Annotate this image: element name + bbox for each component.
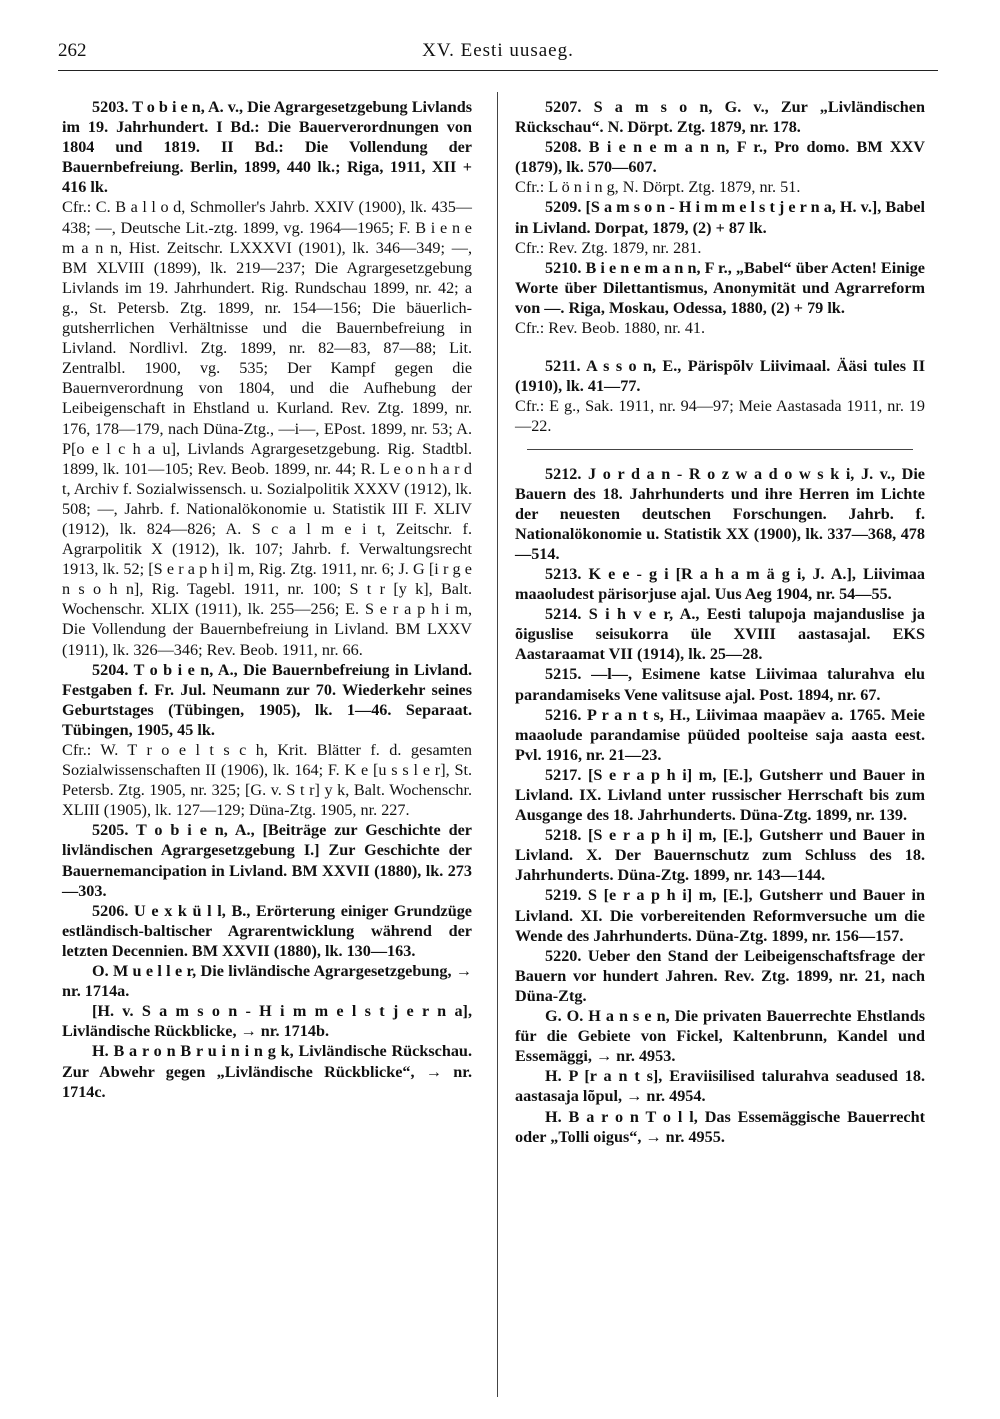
entry-main: 5207. S a m s o n, G. v., Zur „Livländischen Rückschau“. N. Dörpt. Ztg. 1879, nr. 178. (515, 98, 925, 137)
cross-reference-entry (62, 1041, 472, 1101)
entry-main: [H. v. S a m s o n - H i m m e l s t j e r n a], Livländische Rückblicke, → nr. 1714b. (62, 1002, 472, 1041)
bibliography-entry (515, 604, 925, 664)
bibliography-entry (515, 197, 925, 257)
cross-reference-entry (62, 961, 472, 1001)
entry-main: 5212. J o r d a n - R o z w a d o w s k i, J. v., Die Bauern des 18. Jahrhunderts und ihre Herren im Lichte der neuesten deutschen Forschungen. Jahrb. f. Nationalökonomie u. Statistik XX (1900), lk. 337—368, 478—514. (515, 464, 925, 563)
bibliography-entry (62, 901, 472, 961)
bibliography-entry (515, 765, 925, 825)
entry-main: 5214. S i h v e r, A., Eesti talupoja majanduslise ja õiguslise seisukorra üle XVIII aastasajal. EKS Aastaraamat VII (1914), lk. 25—28. (515, 605, 925, 664)
entry-main: 5208. B i e n e m a n n, F r., Pro domo. BM XXV (1879), lk. 570—607. (515, 138, 925, 177)
bibliography-entry (515, 464, 925, 564)
entry-main: 5218. [S e r a p h i] m, [E.], Gutsherr und Bauer in Livland. X. Der Bauernschutz zum Schluss des 18. Jahrhunderts. Düna-Ztg. 1899, nr. 143—144. (515, 826, 925, 885)
bibliography-entry (62, 660, 472, 821)
running-title: XV. Eesti uusaeg. (422, 40, 574, 61)
entry-main: 5217. [S e r a p h i] m, [E.], Gutsherr und Bauer in Livland. IX. Livland unter russischer Herrschaft bis zum Ausgange des 18. Jahrhunderts. Düna-Ztg. 1899, nr. 139. (515, 765, 925, 825)
entry-main: 5210. B i e n e m a n n, F r., „Babel“ über Acten! Einige Worte über Dilettantismus, Anonymität und Agrarreform von —. Riga, Moskau, Odessa, 1880, (2) + 79 lk. (515, 258, 925, 317)
right-column (515, 97, 925, 1147)
entry-reference: Cfr.: C. B a l l o d, Schmoller's Jahrb. XXIV (1900), lk. 435—438; —, Deutsche Lit.-ztg. 1899, vg. 1964—1965; F. B i e n e m a n n, Hist. Zeitschr. LXXXVI (1901), lk. 346—349; —, BM XLVIII (1899), lk. 219—237; Die Agrargesetzgebung Livlands im 19. Jahrhundert. Rig. Rundschau 1899, nr. 42; a g., St. Petersb. Ztg. 1899, nr. 154—156; Die bäuerlich-gutsherrlichen Verhältnisse und die Bauernbefreiung in Livland. Nordlivl. Ztg. 1899, nr. 82—83, 87—88; Lit. Zentralbl. 1900, vg. 535; Der Kampf gegen die Bauernverordnung von 1804, und die Aufhebung der Leibeigenschaft in Ehstland u. Kurland. Rev. Ztg. 1899, nr. 176, 178—179, nach Düna-Ztg., —i—, EPost. 1899, nr. 53; A. P[o e l c h a u], Livlands Agrargesetzgebung. Rig. Stadtbl. 1899, lk. 101—105; Rev. Beob. 1899, nr. 44; R. L e o n h a r d t, Archiv f. Sozialwissensch. u. Sozialpolitik XXXV (1912), lk. 508; —, Jahrb. f. Nationalökonomie u. Statistik III F. XLIV (1912), lk. 824—826; A. S c a l m e i t, Zeitschr. f. Agrarpolitik X (1912), lk. 107; Jahrb. f. Verwaltungsrecht 1913, lk. 52; [S e r a p h i] m, Rig. Ztg. 1911, nr. 6; J. G [i r g e n s o h n], Rig. Tagebl. 1911, nr. 100; S t r [y k], Balt. Wochenschr. XLIX (1911), lk. 255—256; E. S e r a p h i m, Die Vollendung der Bauernbefreiung in Livland. BM LXXV (1911), lk. 326—346; Rev. Beob. 1911, nr. 66. (62, 198, 472, 659)
bibliography-entry (515, 664, 925, 704)
cross-reference-entry (515, 1107, 925, 1147)
entry-main: 5206. U e x k ü l l, B., Erörterung einiger Grundzüge estländisch-baltischer Agrarentwicklung während der letzten Decennien. BM XXVII (1880), lk. 130—163. (62, 901, 472, 960)
bibliography-entry (62, 820, 472, 900)
entry-main: H. P [r a n t s], Eraviisilised talurahva seadused 18. aastasaja lõpul, → nr. 4954. (515, 1067, 925, 1106)
bibliography-entry (515, 258, 925, 338)
entry-main: 5219. S [e r a p h i] m, [E.], Gutsherr und Bauer in Livland. XI. Die vorbereitenden Reformversuche um die Wende des Jahrhunderts. Düna-Ztg. 1899, nr. 156—157. (515, 886, 925, 945)
section-separator (527, 437, 913, 450)
column-divider (497, 92, 498, 1397)
entry-main: 5209. [S a m s o n - H i m m e l s t j e r n a, H. v.], Babel in Livland. Dorpat, 1879, (2) + 87 lk. (515, 198, 925, 237)
entry-main: 5211. A s s o n, E., Pärispõlv Liivimaal. Ääsi tules II (1910), lk. 41—77. (515, 357, 925, 396)
page-header (58, 38, 938, 71)
bibliography-entry (515, 137, 925, 197)
entry-main: 5213. K e e - g i [R a h a m ä g i, J. A.], Liivimaa maaoludest pärisorjuse ajal. Uus Aeg 1904, nr. 54—55. (515, 564, 925, 604)
entry-reference: Cfr.: W. T r o e l t s c h, Krit. Blätter f. d. gesamten Sozialwissenschaften II (1906), lk. 164; F. K e [u s s l e r], St. Petersb. Ztg. 1905, nr. 325; [G. v. S t r] y k, Balt. Wochenschr. XLIII (1905), lk. 127—129; Düna-Ztg. 1905, nr. 227. (62, 741, 472, 820)
entry-reference: Cfr.: L ö n i n g, N. Dörpt. Ztg. 1879, nr. 51. (515, 178, 801, 197)
bibliography-entry (515, 356, 925, 436)
entry-main: 5205. T o b i e n, A., [Beiträge zur Geschichte der livländischen Agrargesetzgebung I.] Zur Geschichte der Bauernemancipation in Livland. BM XXVII (1880), lk. 273—303. (62, 821, 472, 900)
section-spacer (515, 338, 925, 356)
bibliography-entry (515, 825, 925, 885)
cross-reference-entry (515, 1006, 925, 1066)
entry-main: 5216. P r a n t s, H., Liivimaa maapäev a. 1765. Meie maaolude parandamise püüded poolteise saja aasta eest. Pvl. 1916, nr. 21—23. (515, 705, 925, 764)
entry-reference: Cfr.: Rev. Beob. 1880, nr. 41. (515, 319, 706, 338)
left-column (62, 97, 472, 1102)
entry-main: 5204. T o b i e n, A., Die Bauernbefreiung in Livland. Festgaben f. Fr. Jul. Neumann zur 70. Wiederkehr seines Geburtstages (Tübingen, 1905), lk. 1—46. Separaat. Tübingen, 1905, 45 lk. (62, 660, 472, 739)
entry-reference: Cfr.: E g., Sak. 1911, nr. 94—97; Meie Aastasada 1911, nr. 19—22. (515, 397, 925, 436)
bibliography-entry (515, 564, 925, 604)
bibliography-entry (515, 705, 925, 765)
entry-main: H. B a r o n T o l l, Das Essemäggische Bauerrecht oder „Tolli oigus“, → nr. 4955. (515, 1107, 925, 1146)
bibliography-entry (515, 97, 925, 137)
entry-main: H. B a r o n B r u i n i n g k, Livländische Rückschau. Zur Abwehr gegen „Livländische Rückblicke“, → nr. 1714c. (62, 1042, 472, 1101)
cross-reference-entry (62, 1001, 472, 1041)
cross-reference-entry (515, 1066, 925, 1106)
bibliography-entry (515, 885, 925, 945)
entry-main: 5215. —l—, Esimene katse Liivimaa talurahva elu parandamiseks Vene valitsuse ajal. Post. 1894, nr. 67. (515, 665, 925, 704)
entry-main: 5220. Ueber den Stand der Leibeigenschaftsfrage der Bauern vor hundert Jahren. Rev. Ztg. 1899, nr. 21, nach Düna-Ztg. (515, 946, 925, 1005)
entry-main: G. O. H a n s e n, Die privaten Bauerrechte Ehstlands für die Gebiete von Fickel, Kaltenbrunn, Kandel und Essemäggi, → nr. 4953. (515, 1007, 925, 1066)
entry-main: 5203. T o b i e n, A. v., Die Agrargesetzgebung Livlands im 19. Jahrhundert. I Bd.: Die Bauerverordnungen von 1804 und 1819. II Bd.: Die Vollendung der Bauernbefreiung. Berlin, 1899, 440 lk.; Riga, 1911, XII + 416 lk. (62, 98, 472, 197)
entry-reference: Cfr.: Rev. Ztg. 1879, nr. 281. (515, 238, 702, 257)
bibliography-entry (62, 97, 472, 660)
entry-main: O. M u e l l e r, Die livländische Agrargesetzgebung, → nr. 1714a. (62, 962, 472, 1001)
page-number: 262 (58, 40, 87, 61)
bibliography-entry (515, 946, 925, 1006)
